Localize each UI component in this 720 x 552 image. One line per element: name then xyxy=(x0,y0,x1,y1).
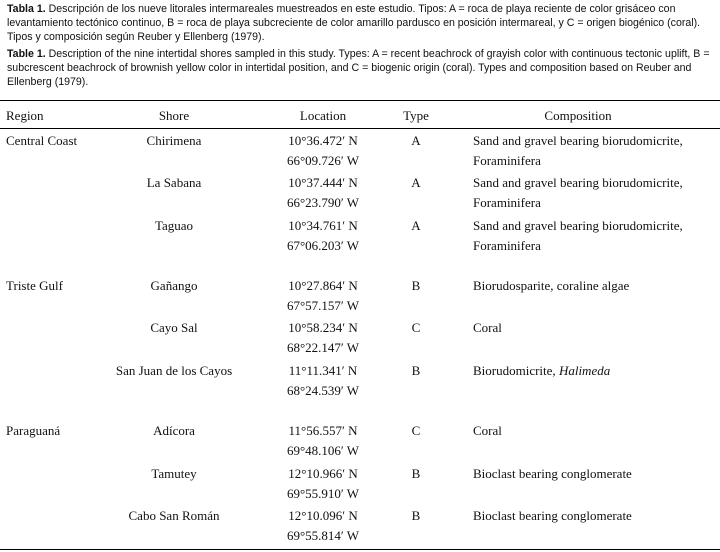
composition-cell xyxy=(473,318,502,338)
latitude: 10°58.234′ N xyxy=(288,320,358,335)
composition-line-1: Biorudosparite, coraline algae xyxy=(473,278,630,293)
composition-genus: Halimeda xyxy=(558,363,611,378)
latitude: 10°34.761′ N xyxy=(288,218,358,233)
composition-cell xyxy=(473,216,683,256)
composition-cell xyxy=(473,361,610,381)
shore-cell: Chirimena xyxy=(146,133,202,148)
latitude: 12°10.096′ N xyxy=(288,508,358,523)
latitude: 11°11.341′ N xyxy=(288,363,358,378)
composition-cell xyxy=(473,506,632,526)
latitude: 10°37.444′ N xyxy=(288,175,358,190)
longitude: 67°06.203′ W xyxy=(286,238,360,253)
caption-spanish-label: Tabla 1. xyxy=(7,3,46,15)
location-cell xyxy=(243,131,403,171)
header-shore: Shore xyxy=(158,108,190,123)
caption-spanish-text: Descripción de los nueve litorales intermareales muestreados en este estudio. Tipos: A = roca de playa reciente de color grisáceo con levantamiento tectónico continuo, B = roca de playa subcreciente de color amarillo pardusco en posición intermareal, y C = origen biogénico (coral). Tipos y composición según Reuber y Ellenberg (1979). xyxy=(7,3,701,43)
type-cell: C xyxy=(411,320,421,335)
type-cell: B xyxy=(411,466,421,481)
caption-english-text: Description of the nine intertidal shores sampled in this study. Types: A = recent beachrock of grayish color with continuous tectonic uplift, B = subcrescent beachrock of brownish yellow color in intertidal position, and C = biogenic origin (coral). Types and composition based on Reuber and Ellenberg (1979). xyxy=(7,48,710,88)
composition-line-2: Foraminifera xyxy=(473,153,541,168)
composition-line-1: Sand and gravel bearing biorudomicrite, xyxy=(473,218,683,233)
location-cell xyxy=(243,276,403,316)
type-cell: B xyxy=(411,278,421,293)
location-cell xyxy=(243,318,403,358)
location-cell xyxy=(243,506,403,546)
shore-cell: Tamutey xyxy=(151,466,197,481)
longitude: 68°22.147′ W xyxy=(286,340,360,355)
composition-line-1: Biorudomicrite, xyxy=(473,363,559,378)
latitude: 11°56.557′ N xyxy=(288,423,358,438)
type-cell: A xyxy=(411,218,421,233)
longitude: 67°57.157′ W xyxy=(286,298,360,313)
type-cell: A xyxy=(411,175,421,190)
composition-cell xyxy=(473,421,502,441)
shore-cell: Cabo San Román xyxy=(128,508,220,523)
caption-english-label: Table 1. xyxy=(7,48,46,60)
latitude: 10°36.472′ N xyxy=(288,133,358,148)
longitude: 68°24.539′ W xyxy=(286,383,360,398)
caption-english xyxy=(7,47,715,89)
composition-cell xyxy=(473,276,629,296)
longitude: 69°55.910′ W xyxy=(286,486,360,501)
type-cell: B xyxy=(411,363,421,378)
location-cell xyxy=(243,464,403,504)
caption-spanish xyxy=(7,2,715,44)
composition-line-1: Sand and gravel bearing biorudomicrite, xyxy=(473,133,683,148)
longitude: 66°09.726′ W xyxy=(286,153,360,168)
composition-cell xyxy=(473,464,632,484)
location-cell xyxy=(243,173,403,213)
composition-line-1: Coral xyxy=(473,320,502,335)
longitude: 69°48.106′ W xyxy=(286,443,360,458)
composition-cell xyxy=(473,131,683,171)
type-cell: A xyxy=(411,133,421,148)
header-composition: Composition xyxy=(544,108,612,123)
latitude: 12°10.966′ N xyxy=(288,466,358,481)
shore-cell: Gañango xyxy=(150,278,198,293)
shore-cell: Adícora xyxy=(153,423,195,438)
region-cell: Paraguaná xyxy=(6,423,61,438)
composition-line-1: Bioclast bearing conglomerate xyxy=(473,466,632,481)
type-cell: B xyxy=(411,508,421,523)
composition-line-1: Coral xyxy=(473,423,502,438)
composition-line-2: Foraminifera xyxy=(473,238,541,253)
longitude: 69°55.814′ W xyxy=(286,528,360,543)
shore-cell: La Sabana xyxy=(146,175,202,190)
type-cell: C xyxy=(411,423,421,438)
header-location: Location xyxy=(299,108,347,123)
table-bottom-rule xyxy=(0,549,720,550)
shore-cell: San Juan de los Cayos xyxy=(115,363,233,378)
composition-cell xyxy=(473,173,683,213)
composition-line-2: Foraminifera xyxy=(473,195,541,210)
table-header-rule xyxy=(0,128,720,129)
shore-cell: Cayo Sal xyxy=(150,320,198,335)
table-top-rule xyxy=(0,100,720,101)
region-cell: Triste Gulf xyxy=(6,278,63,293)
header-region: Region xyxy=(6,108,44,123)
header-type: Type xyxy=(403,108,429,123)
latitude: 10°27.864′ N xyxy=(288,278,358,293)
location-cell xyxy=(243,421,403,461)
location-cell xyxy=(243,216,403,256)
location-cell xyxy=(243,361,403,401)
longitude: 66°23.790′ W xyxy=(286,195,360,210)
composition-line-1: Sand and gravel bearing biorudomicrite, xyxy=(473,175,683,190)
composition-line-1: Bioclast bearing conglomerate xyxy=(473,508,632,523)
shore-cell: Taguao xyxy=(154,218,194,233)
region-cell: Central Coast xyxy=(6,133,78,148)
